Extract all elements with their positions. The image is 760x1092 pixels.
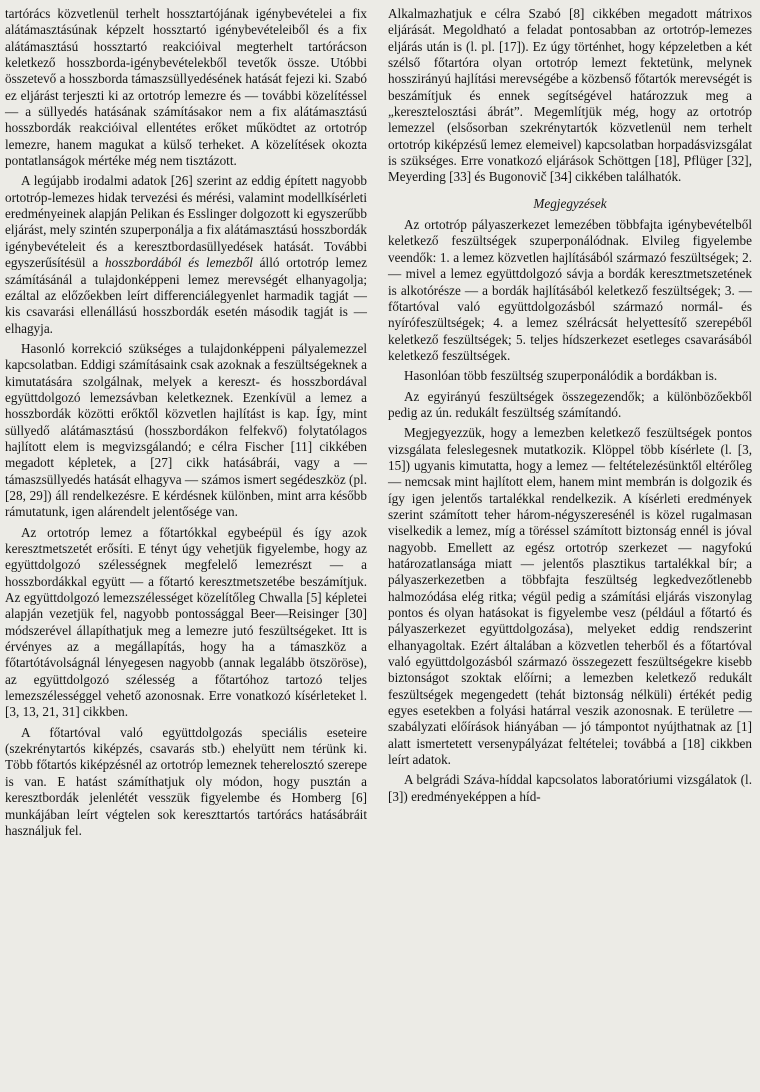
section-heading-megjegyzesek: Megjegyzések — [533, 195, 607, 211]
right-paragraph-3: Az egyirányú feszültségek összegezendők; a különbözőekből pedig az ún. redukált feszültség számítandó. — [388, 388, 752, 420]
left-paragraph-5: A főtartóval való együttdolgozás speciális eseteire (szekrénytartós kiképzés, csavarás stb.) ehelyütt nem térünk ki. Több főtartós kiképzésnél az ortotróp lemeznek teherelosztó szerepe is van. E hatást számíthatjuk oly módon, hogy pusztán a keresztbordák jelenlétét vesszük figyelembe és Homberg [6] munkájában leírt végtelen sok kereszttartós tartórács hatásábráit használjuk fel. — [5, 724, 367, 838]
italic-phrase: hosszbordából és lemezből — [105, 255, 253, 271]
right-paragraph-2: Hasonlóan több feszültség szuperponálódik a bordákban is. — [404, 368, 718, 384]
left-paragraph-2-text: A legújabb irodalmi adatok [26] szerint az eddig épített nagyobb ortotróp-lemezes hidak tervezési és mérési, valamint modellkísérleti eredményeinek alapján Pelikan és Esslinger dolgozott ki egyszerűbb eljárást, mely szintén szuperponálja a fix alátámasztású hosszbordák igénybevételeit és a keresztbordasüllyedések hatását. További egyszerűsítésül a hosszbordából és lemezből álló ortotróp lemez számításánál a tulajdonképpeni lemez merevségét elhanyagolja; ezáltal az előzőekben leírt differenciálegyenlet harmadik tagját — kis csavarási ellenállású hosszbordák esetén második tagját is — elhagyja. — [5, 173, 367, 336]
left-column — [5, 6, 367, 843]
right-paragraph-5: A belgrádi Száva-híddal kapcsolatos laboratóriumi vizsgálatok (l. [3]) eredményeképpen a híd- — [388, 772, 752, 804]
left-paragraph-1: tartórács közvetlenül terhelt hossztartójának igénybevételei a fix alátámasztásúnak képzelt hossztartó igénybevételeiből és a fix alátámasztású hossztartó reakcióival megterhelt tartórácson keletkező hosszborda-igénybevételekből tevetők össze. Utóbbi összetevő a hosszborda támaszsüllyedésének hatását fejezi ki. Szabó ez eljárást terjeszti ki az ortotróp lemezre és — további közelítéssel — a süllyedés hatásának számításakor nem a fix alátámasztású hosszbordák reakcióival ellentétes erőket működtet az ortotróp lemezre, hanem magukat a külső terheket. A közelítések okozta pontatlanságok mértéke még nem tisztázott. — [5, 6, 367, 169]
right-intro-paragraph: Alkalmazhatjuk e célra Szabó [8] cikkében megadott mátrixos eljárását. Megoldható a feladat pontosabban az ortotróp-lemezes eljárás után is (l. pl. [17]). Ez úgy történhet, hogy képzeletben a két szélső főtartóra olyan ortotróp lemezt fektetünk, melynek hosszirányú hajlítási merevségébe a közbenső főtartók merevségét is beszámítjuk és ennek segítségével határozzuk meg a „keresztelosztási ábrát”. Megemlítjük még, hogy az ortotróp lemezzel (elsősorban szekrénytartók közvetlenül nem terhelt ortotróp kiképzésű lemez elemeivel) kapcsolatban horpadásvizsgálat is szükséges. Erre vonatkozó eljárások Schöttgen [18], Pflüger [32], Meyerding [33] és Bugonovič [34] cikkében találhatók. — [388, 6, 752, 185]
left-paragraph-2 — [5, 173, 367, 336]
right-paragraph-4: Megjegyezzük, hogy a lemezben keletkező feszültségek pontos vizsgálata feleslegesnek mutatkozik. Klöppel több kísérlete (l. [3, 15]) ugyanis kimutatta, hogy a lemez — feltételezésünktől eltérőleg — nemcsak mint hajlított elem, hanem mint membrán is dolgozik és így igen jelentős tartalékkal rendelkezik. A kísérleti eredmények szerint számított teher három-négyszeresénél is közel rugalmasan viselkedik a lemez, míg a töréssel számított biztonság ennél is jóval nagyobb. Emellett az egész ortotróp szerkezet — nagyfokú határozatlansága miatt — jelentős plasztikus tartalékkal bír; a pályaszerkezetben a többfajta feszültség legkedvezőtlenebb halmozódása elég ritka; végül pedig a számítási eljárás viszonylag pontos és olyan hatásokat is figyelembe vesz (például a főtartó és pályaszerkezet együttdolgozása), melyeket eddig rendszerint elhanyagoltak. Ezért általában a közvetlen teherből és a főtartóval való együttdolgozásból származó összegezett feszültségekre kisebb biztonságot szoktak előírni; a lemezben keletkező redukált feszültségek megengedett (tehát biztonság nélküli) értékét pedig egyes esetekben a folyási határral veszik azonosnak. E területre — szabályzati előírások hiányában — jó támpontot nyújthatnak az [1] alatt ismertetett versenypályázat feltételei; továbbá a [18] cikkben leírt adatok. — [388, 425, 752, 768]
right-paragraph-1: Az ortotróp pályaszerkezet lemezében többfajta igénybevételből keletkező feszültségek szuperponálódnak. Elvileg figyelembe veendők: 1. a lemez közvetlen hajlításából származó feszültségek; 2. — mivel a lemez együttdolgozó sávja a bordák keresztmetszetének is alkotórésze — a bordák hajlításából keletkező feszültségek; 3. — főtartóval való együttdolgozásból származó normál- és nyírófeszültségek; 4. a lemez szélrácsát helyettesítő szerepéből keletkező feszültségek; 5. teljes hídszerkezet esetleges csavarásából keletkező feszültségek. — [388, 217, 752, 363]
left-paragraph-4: Az ortotróp lemez a főtartókkal egybeépül és így azok keresztmetszetét erősíti. E tényt úgy vehetjük figyelembe, hogy az együttdolgozó szélességnek megfelelő lemezrészt — a hosszbordákkal együtt — a főtartó keresztmetszetébe beszámítjuk. Az együttdolgozó lemezszélességet közelítőleg Chwalla [5] képletei alapján vezetjük fel, nagyobb pontossággal Beer—Reisinger [30] módszerével állapíthatjuk meg a lemezre jutó feszültségeket. Itt is érvényes az a megállapítás, hogy ha a támaszköz a főtartótávolságnál lényegesen nagyobb (annak legalább ötszöröse), az együttdolgozó szélesség a főtartóhoz tartozó teljes lemezszélességgel vehető azonosnak. Erre vonatkozó kísérleteket l. [3, 13, 21, 31] cikkben. — [5, 524, 367, 720]
left-paragraph-3: Hasonló korrekció szükséges a tulajdonképpeni pályalemezzel kapcsolatban. Eddigi számításaink csak azoknak a feszültségeknek a kimutatására szolgálnak, melyek a kereszt- és hosszbordával együttdolgozó lemezsávban keletkeznek. Ezenkívül a lemez a hosszbordák közötti erőktől közvetlen hajlítást is kap. Így, mint süllyedő alátámasztású (hosszbordákon felfekvő) folytatólagos hajlított elem is megvizsgálandó; e célra Fischer [11] cikkében megadott képletek, a [27] cikk hatásábrái, vagy a — támaszsüllyedés hatását elhagyva — számos ismert segédeszköz (pl. [28, 29]) áll rendelkezésre. E kérdésnek különben, mint arra később rámutatunk, igen alárendelt jelentősége van. — [5, 340, 367, 520]
right-column — [388, 6, 752, 805]
